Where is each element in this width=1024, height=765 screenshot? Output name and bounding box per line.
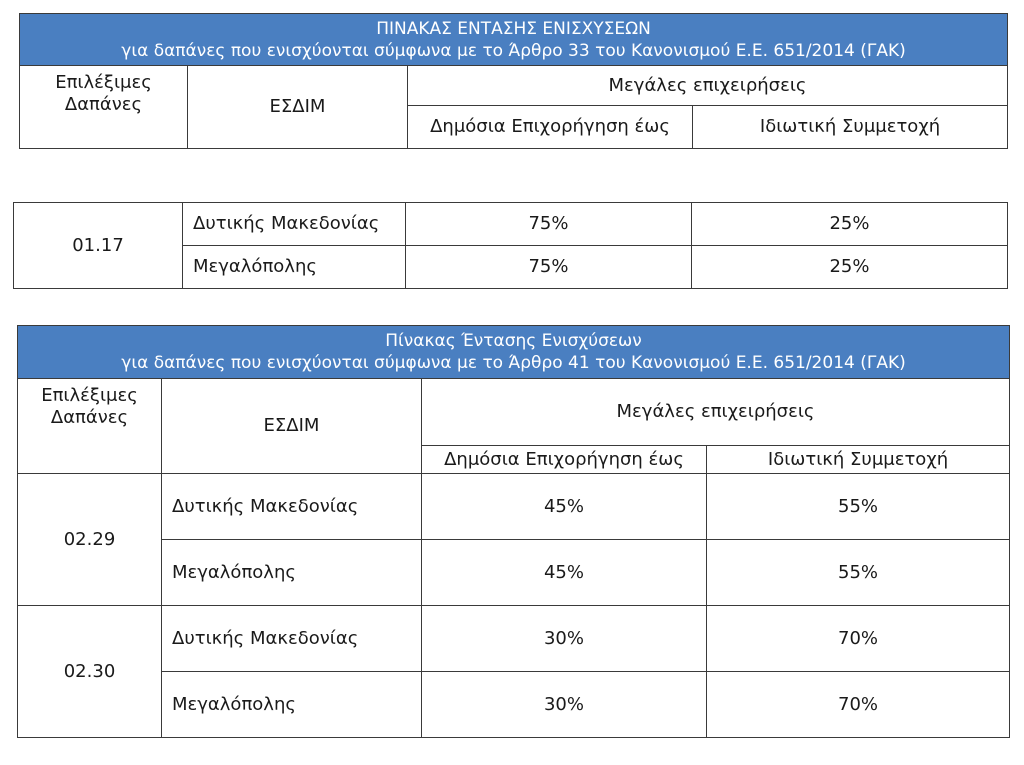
private-share-cell: 25% [692, 246, 1008, 289]
region-cell: Δυτικής Μακεδονίας [162, 606, 422, 672]
private-share-cell: 25% [692, 203, 1008, 246]
public-grant-cell: 45% [422, 474, 707, 540]
public-grant-cell: 30% [422, 672, 707, 738]
aid-intensity-table-art33-header [19, 13, 1008, 149]
column-header-expenses: Επιλέξιμες Δαπάνες [20, 66, 188, 149]
aid-intensity-table-art33-rows [13, 202, 1008, 289]
table-title-line1: ΠΙΝΑΚΑΣ ΕΝΤΑΣΗΣ ΕΝΙΣΧΥΣΕΩΝ [376, 18, 651, 39]
private-share-cell: 55% [707, 540, 1010, 606]
public-grant-cell: 30% [422, 606, 707, 672]
table-row [18, 606, 1010, 672]
expense-code: 02.30 [18, 606, 162, 738]
table-title-line2: για δαπάνες που ενισχύονται σύμφωνα με το Άρθρο 41 του Κανονισμού Ε.Ε. 651/2014 (ΓΑΚ) [121, 353, 906, 373]
table-row [18, 672, 1010, 738]
aid-intensity-table-art41 [17, 325, 1010, 738]
column-header-expenses: Επιλέξιμες Δαπάνες [18, 379, 162, 474]
table-title [18, 326, 1010, 379]
table-title [20, 14, 1008, 66]
region-cell: Δυτικής Μακεδονίας [162, 474, 422, 540]
table-row [14, 203, 1008, 246]
region-cell: Μεγαλόπολης [183, 246, 406, 289]
region-cell: Μεγαλόπολης [162, 672, 422, 738]
private-share-cell: 55% [707, 474, 1010, 540]
region-cell: Δυτικής Μακεδονίας [183, 203, 406, 246]
column-header-esdim: ΕΣΔΙΜ [162, 379, 422, 474]
table-row [18, 474, 1010, 540]
expense-code: 02.29 [18, 474, 162, 606]
column-header-private-share: Ιδιωτική Συμμετοχή [707, 446, 1010, 474]
region-cell: Μεγαλόπολης [162, 540, 422, 606]
column-header-large-enterprises: Μεγάλες επιχειρήσεις [408, 66, 1008, 106]
column-header-public-grant: Δημόσια Επιχορήγηση έως [422, 446, 707, 474]
column-header-esdim: ΕΣΔΙΜ [188, 66, 408, 149]
column-header-large-enterprises: Μεγάλες επιχειρήσεις [422, 379, 1010, 446]
private-share-cell: 70% [707, 606, 1010, 672]
public-grant-cell: 45% [422, 540, 707, 606]
table-title-line1: Πίνακας Έντασης Ενισχύσεων [385, 331, 642, 351]
public-grant-cell: 75% [406, 246, 692, 289]
column-header-public-grant: Δημόσια Επιχορήγηση έως [408, 106, 693, 149]
private-share-cell: 70% [707, 672, 1010, 738]
column-header-private-share: Ιδιωτική Συμμετοχή [693, 106, 1008, 149]
public-grant-cell: 75% [406, 203, 692, 246]
table-title-line2: για δαπάνες που ενισχύονται σύμφωνα με το Άρθρο 33 του Κανονισμού Ε.Ε. 651/2014 (ΓΑΚ) [121, 40, 906, 61]
expense-code: 01.17 [14, 203, 183, 289]
table-row [18, 540, 1010, 606]
